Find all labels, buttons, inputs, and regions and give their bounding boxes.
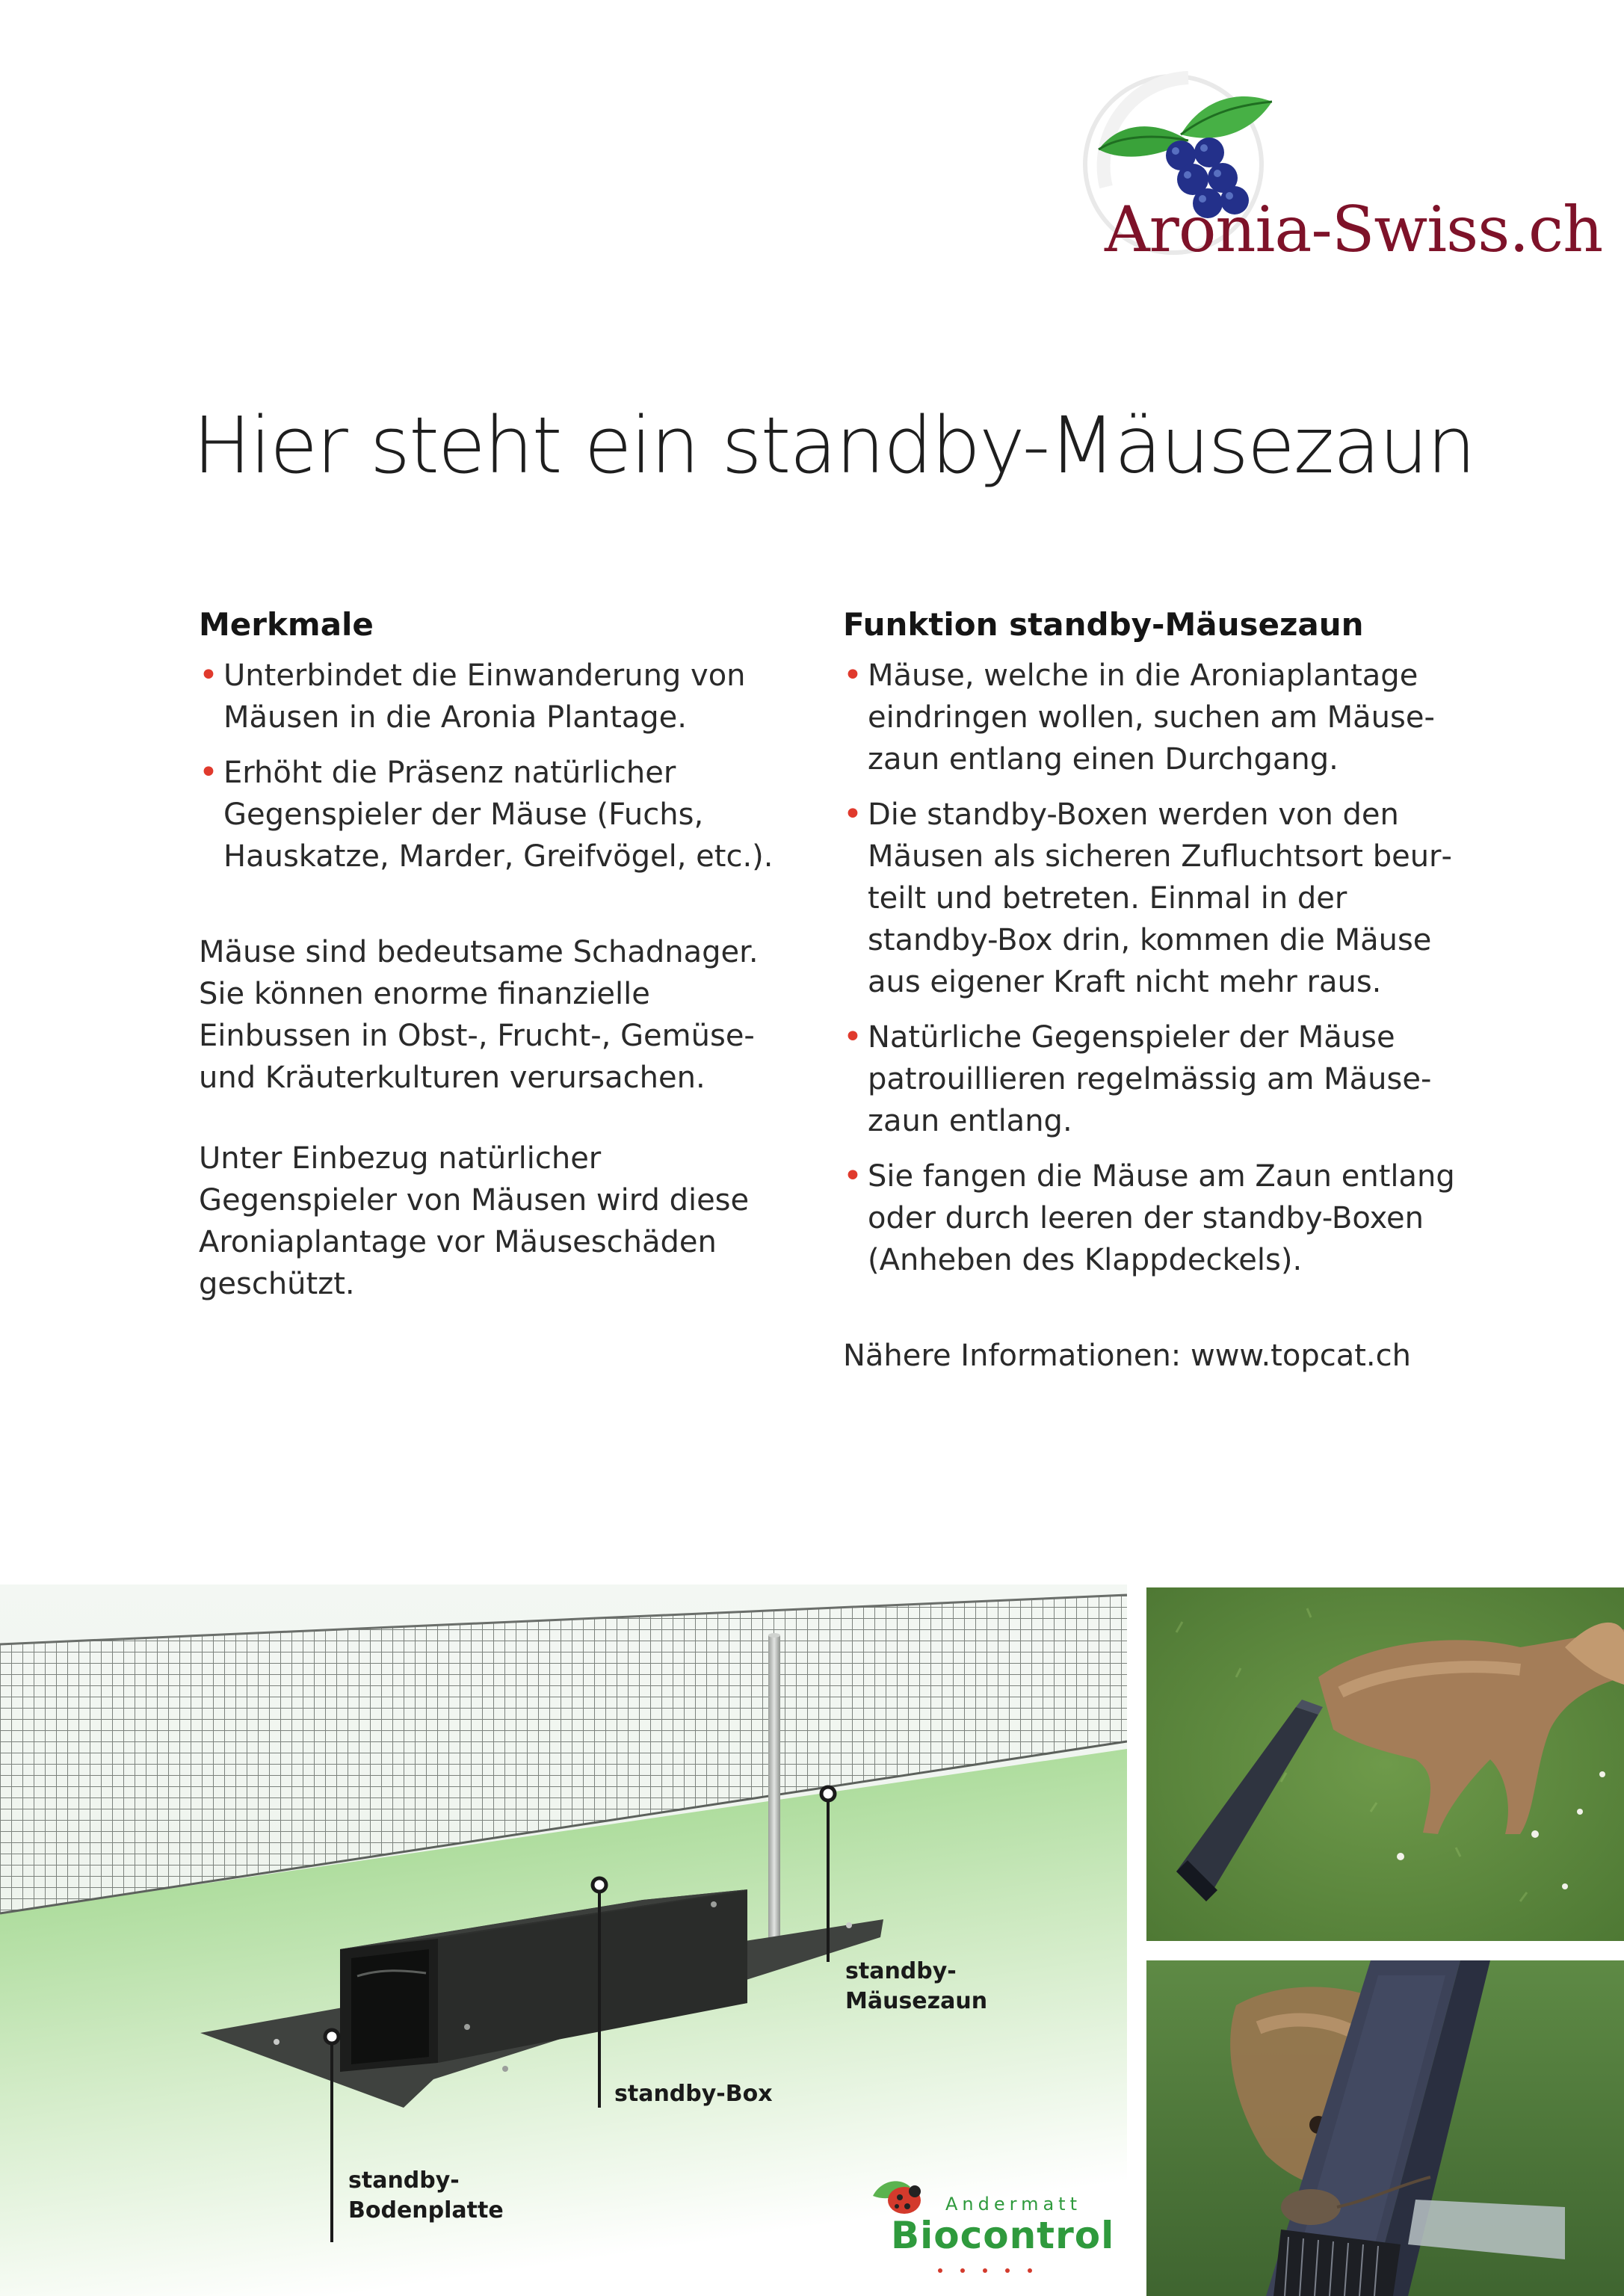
biocontrol-big-text: Biocontrol [891,2214,1115,2257]
label-box: standby-Box [614,2081,773,2107]
ladybug-icon [873,2181,921,2214]
bullet-icon: • [199,656,218,694]
bullet-icon: • [843,656,862,694]
list-item: • Sie fangen die Mäuse am Zaun entlang oder durch leeren der standby-Boxen (Anheben des Klappdeckels). [843,1157,1455,1277]
list-item: • Erhöht die Präsenz natürlicher Gegenspieler der Mäuse (Fuchs, Hauskatze, Marder, Greifvögel, etc.). [199,753,774,874]
features-list [199,655,782,877]
biocontrol-small-text: Andermatt [945,2194,1081,2215]
intro-paragraph: Mäuse sind bedeutsame Schadnager. Sie können enorme finanzielle Einbussen in Obst-, Frucht-, Gemüse- und Kräuterkulturen verursachen. [199,935,759,1095]
features-heading: Merkmale [199,606,374,643]
bullet-icon: • [843,795,862,833]
logo-text: Aronia-Swiss.ch [1105,193,1603,266]
label-plate: standby- Bodenplatte [348,2167,504,2224]
bullet-icon: • [843,1018,862,1056]
fox-photo-1 [1146,1587,1624,1941]
list-item: • Unterbindet die Einwanderung von Mäusen in die Aronia Plantage. [199,656,746,735]
more-info-text: Nähere Informationen: www.topcat.ch [843,1339,1411,1373]
function-list [843,655,1463,1281]
function-column [843,604,1463,1377]
bullet-icon: • [199,753,218,791]
intro-paragraph: Unter Einbezug natürlicher Gegenspieler von Mäusen wird diese Aroniaplantage vor Mäuseschäden geschützt. [199,1141,750,1301]
features-column [199,604,782,1305]
fox-photo-2 [1146,1960,1624,2296]
list-item: • Mäuse, welche in die Aroniaplantage eindringen wollen, suchen am Mäusezaun entlang einen Durchgang. [843,656,1435,777]
list-item: • Natürliche Gegenspieler der Mäuse patrouillieren regelmässig am Mäusezaun entlang. [843,1018,1432,1138]
label-fence: standby- Mäusezaun [845,1958,988,2014]
list-item: • Die standby-Boxen werden von den Mäusen als sicheren Zufluchtsort beurteilt und betreten. Einmal in der standby-Box drin, kommen die Mäuse aus eigener Kraft nicht mehr raus. [843,795,1452,999]
bullet-icon: • [843,1157,862,1195]
function-heading: Funktion standby-Mäusezaun [843,606,1364,643]
page-title: Hier steht ein standby-Mäusezaun [193,400,1475,491]
